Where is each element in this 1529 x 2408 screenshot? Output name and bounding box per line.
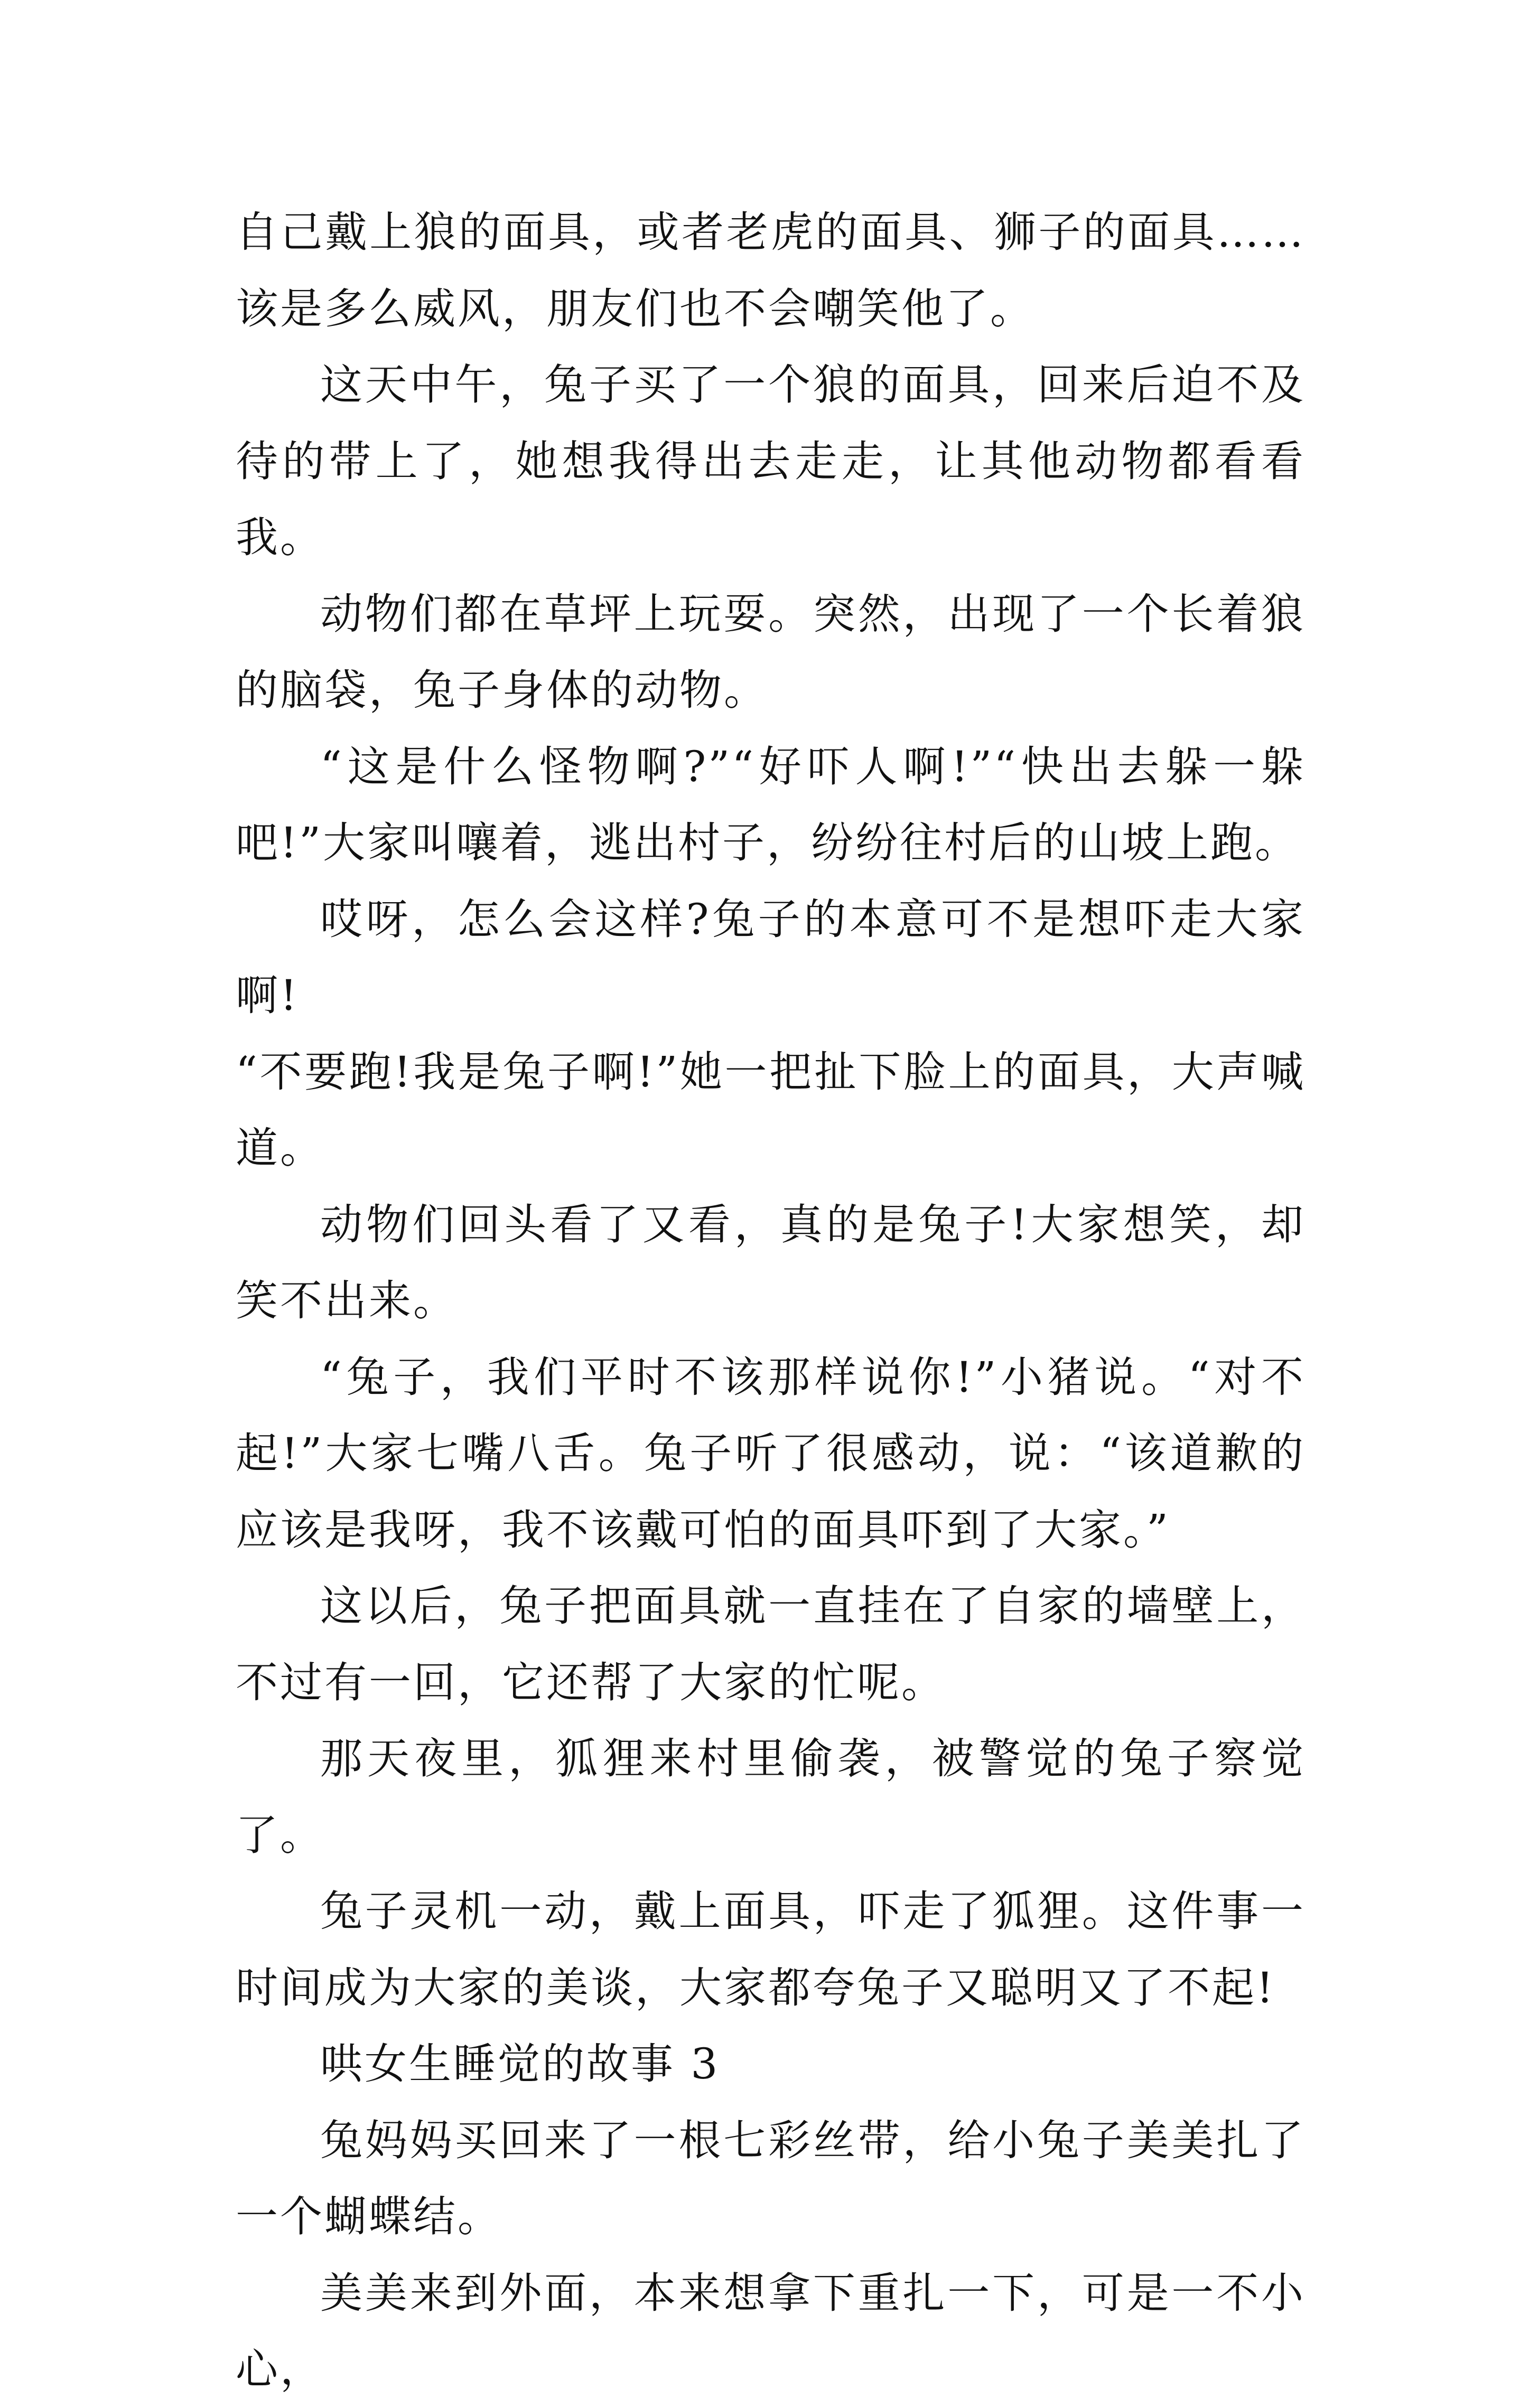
paragraph-3: 动物们都在草坪上玩耍。突然，出现了一个长着狼的脑袋，兔子身体的动物。 (236, 589, 1306, 715)
paragraph-5: 哎呀，怎么会这样?兔子的本意可不是想吓走大家啊! (236, 894, 1306, 1020)
paragraph-2: 这天中午，兔子买了一个狼的面具，回来后迫不及待的带上了，她想我得出去走走，让其他动物都看看我。 (236, 360, 1306, 562)
document-body (236, 194, 1306, 2408)
paragraph-9: 这以后，兔子把面具就一直挂在了自家的墙壁上，不过有一回，它还帮了大家的忙呢。 (236, 1581, 1306, 1707)
paragraph-13: 兔妈妈买回来了一根七彩丝带，给小兔子美美扎了一个蝴蝶结。 (236, 2115, 1306, 2241)
paragraph-4: “这是什么怪物啊?”“好吓人啊!”“快出去躲一躲吧!”大家叫嚷着，逃出村子，纷纷往村后的山坡上跑。 (236, 742, 1306, 867)
paragraph-10: 那天夜里，狐狸来村里偷袭，被警觉的兔子察觉了。 (236, 1734, 1306, 1860)
paragraph-6: “不要跑!我是兔子啊!”她一把扯下脸上的面具，大声喊道。 (236, 1047, 1306, 1173)
paragraph-8: “兔子，我们平时不该那样说你!”小猪说。“对不起!”大家七嘴八舌。兔子听了很感动，说：“该道歉的应该是我呀，我不该戴可怕的面具吓到了大家。” (236, 1352, 1306, 1554)
paragraph-7: 动物们回头看了又看，真的是兔子!大家想笑，却笑不出来。 (236, 1200, 1306, 1325)
paragraph-1: 自己戴上狼的面具，或者老虎的面具、狮子的面具……该是多么威风，朋友们也不会嘲笑他了。 (236, 208, 1306, 333)
paragraph-14: 美美来到外面，本来想拿下重扎一下，可是一不小心， (236, 2268, 1306, 2394)
section-heading: 哄女生睡觉的故事 3 (320, 2039, 720, 2088)
paragraph-11: 兔子灵机一动，戴上面具，吓走了狐狸。这件事一时间成为大家的美谈，大家都夸兔子又聪明又了不起! (236, 1887, 1306, 2012)
